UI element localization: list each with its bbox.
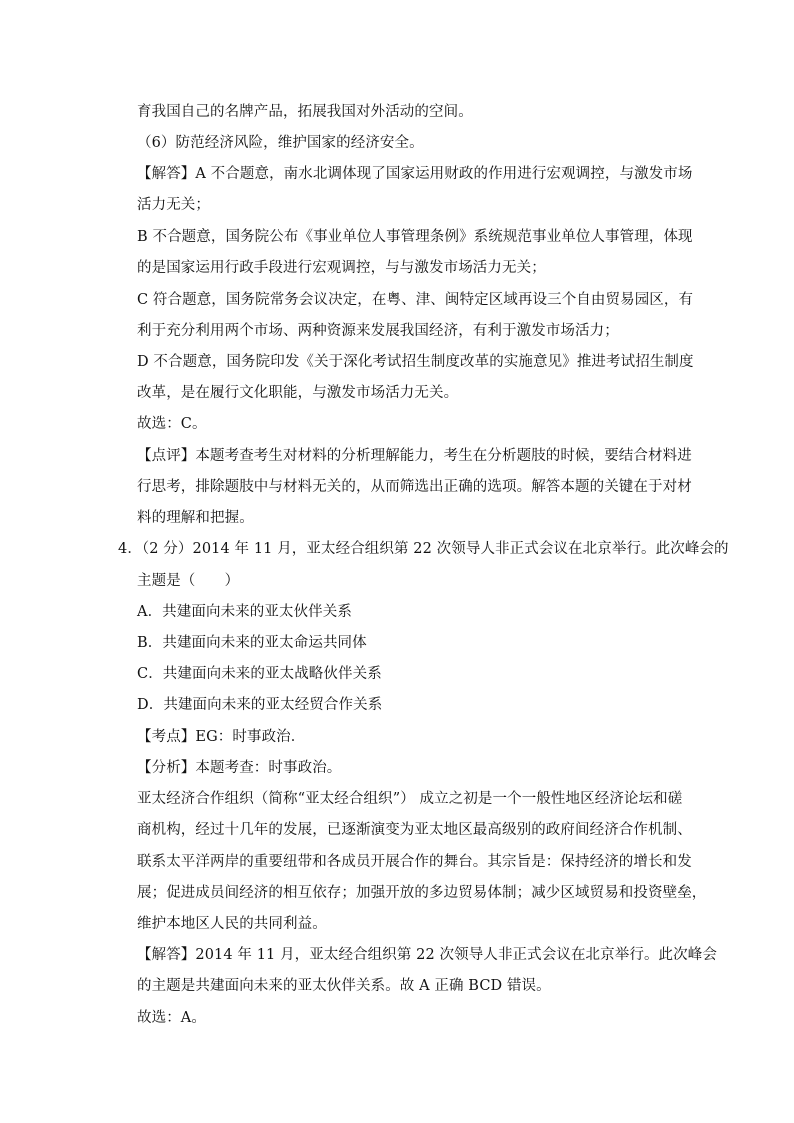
text-line: 商机构，经过十几年的发展，已逐渐演变为亚太地区最高级别的政府间经济合作机制、	[137, 822, 692, 838]
question-line: 主题是（ ）	[137, 573, 240, 589]
analysis-line: 【分析】本题考查：时事政治。	[137, 760, 342, 776]
text-line: 利于充分利用两个市场、两种资源来发展我国经济，有利于激发市场活力；	[137, 323, 619, 339]
text-line: 活力无关；	[137, 197, 210, 213]
text-line: 维护本地区人民的共同利益。	[137, 916, 327, 932]
answer-line: 【解答】A 不合题意，南水北调体现了国家运用财政的作用进行宏观调控，与激发市场	[137, 166, 693, 182]
text-line: 行思考，排除题肢中与材料无关的，从而筛选出正确的选项。解答本题的关键在于对材	[137, 479, 692, 495]
text-line: 亚太经济合作组织（简称“亚太经合组织”） 成立之初是一个一般性地区经济论坛和磋	[137, 791, 683, 807]
question-line: 4．（2 分）2014 年 11 月，亚太经合组织第 22 次领导人非正式会议在北京举行。此次峰会的	[118, 541, 729, 557]
answer-line: 【解答】2014 年 11 月，亚太经合组织第 22 次领导人非正式会议在北京举行。此次峰会	[137, 947, 717, 963]
option-a: A．共建面向未来的亚太伙伴关系	[137, 604, 352, 620]
text-line: （6）防范经济风险，维护国家的经济安全。	[137, 135, 424, 151]
option-c: C．共建面向未来的亚太战略伙伴关系	[137, 666, 382, 682]
text-line: C 符合题意，国务院常务会议决定，在粤、津、闽特定区域再设三个自由贸易园区，有	[137, 292, 694, 308]
text-line: 料的理解和把握。	[137, 510, 254, 526]
choice-line: 故选：A。	[137, 1010, 206, 1026]
text-line: 改革，是在履行文化职能，与激发市场活力无关。	[137, 385, 459, 401]
text-line: 育我国自己的名牌产品，拓展我国对外活动的空间。	[137, 104, 473, 120]
text-line: D 不合题意，国务院印发《关于深化考试招生制度改革的实施意见》推进考试招生制度	[137, 354, 694, 370]
option-d: D．共建面向未来的亚太经贸合作关系	[137, 697, 383, 713]
text-line: B 不合题意，国务院公布《事业单位人事管理条例》系统规范事业单位人事管理，体现	[137, 229, 693, 245]
text-line: 的是国家运用行政手段进行宏观调控，与与激发市场活力无关；	[137, 260, 546, 276]
option-b: B．共建面向未来的亚太命运共同体	[137, 635, 367, 651]
comment-line: 【点评】本题考查考生对材料的分析理解能力，考生在分析题肢的时候，要结合材料进	[137, 448, 692, 464]
text-line: 的主题是共建面向未来的亚太伙伴关系。故 A 正确 BCD 错误。	[137, 978, 551, 994]
choice-line: 故选：C。	[137, 416, 207, 432]
knowledge-point-line: 【考点】EG：时事政治．	[137, 729, 306, 745]
text-line: 联系太平洋两岸的重要纽带和各成员开展合作的舞台。其宗旨是：保持经济的增长和发	[137, 854, 692, 870]
text-line: 展；促进成员间经济的相互依存；加强开放的多边贸易体制；减少区域贸易和投资壁垒，	[137, 885, 707, 901]
